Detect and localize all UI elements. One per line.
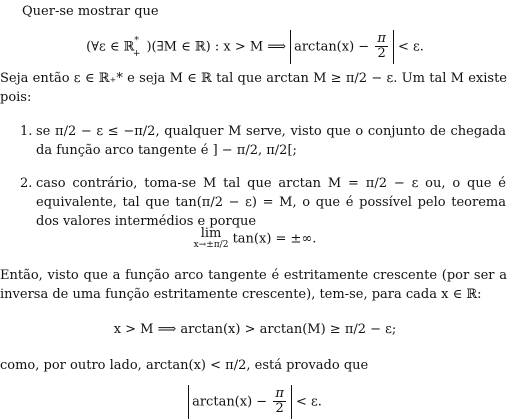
list-item-text: caso contrário, toma-se M tal que arctan M = π/2 − ε ou, o que é equivalente, tal que tan(π/2 − ε) = M, o que é possível pelo teorema dos valores intermédios e porque (36, 176, 506, 229)
main-formula-abs (290, 30, 394, 64)
main-formula-prefix: (∀ε ∈ ℝ (86, 39, 135, 55)
limit-formula (0, 227, 510, 257)
main-formula-frac-den: 2 (377, 46, 386, 62)
formula-2: x > M ⟹ arctan(x) > arctan(M) ≥ π/2 − ε; (113, 322, 397, 337)
paragraph-2: Então, visto que a função arco tangente é estritamente crescente (por ser a inversa de uma função estritamente crescente), tem-se, para cada x ∈ ℝ: (0, 268, 507, 302)
paragraph-1: Seja então ε ∈ ℝ₊* e seja M ∈ ℝ tal que arctan M ≥ π/2 − ε. Um tal M existe pois: (0, 71, 507, 105)
main-formula-sub: + (132, 48, 141, 59)
paragraph-3: como, por outro lado, arctan(x) < π/2, está provado que (0, 358, 369, 373)
limit-top: lim (200, 226, 222, 241)
final-formula-abs-left: arctan(x) − (192, 394, 272, 410)
main-formula-sup: * (134, 35, 139, 46)
final-formula-suffix: < ε. (291, 394, 322, 410)
limit-expression: tan(x) = ±∞. (228, 231, 317, 247)
intro-text: Quer-se mostrar que (22, 4, 159, 19)
main-formula (0, 30, 510, 62)
list-item-text: se π/2 − ε ≤ −π/2, qualquer M serve, visto que o conjunto de chegada da função arco tangente é ] − π/2, π/2[; (36, 124, 506, 158)
final-formula-frac-den: 2 (275, 401, 284, 417)
limit-sub: x→±π/2 (193, 240, 229, 251)
final-formula (0, 385, 510, 415)
main-formula-suffix: < ε. (393, 39, 424, 55)
limit-operator (194, 227, 229, 251)
main-formula-mid: )(∃M ∈ ℝ) : x > M ⟹ (146, 39, 291, 55)
final-formula-frac-num: π (275, 386, 284, 401)
list-item-number: 2. (20, 176, 33, 191)
main-formula-frac (375, 32, 388, 62)
main-formula-frac-num: π (377, 31, 386, 46)
final-formula-frac (273, 387, 286, 417)
main-formula-abs-left: arctan(x) − (294, 39, 374, 55)
list-item-number: 1. (20, 124, 33, 139)
final-formula-abs (188, 385, 292, 419)
